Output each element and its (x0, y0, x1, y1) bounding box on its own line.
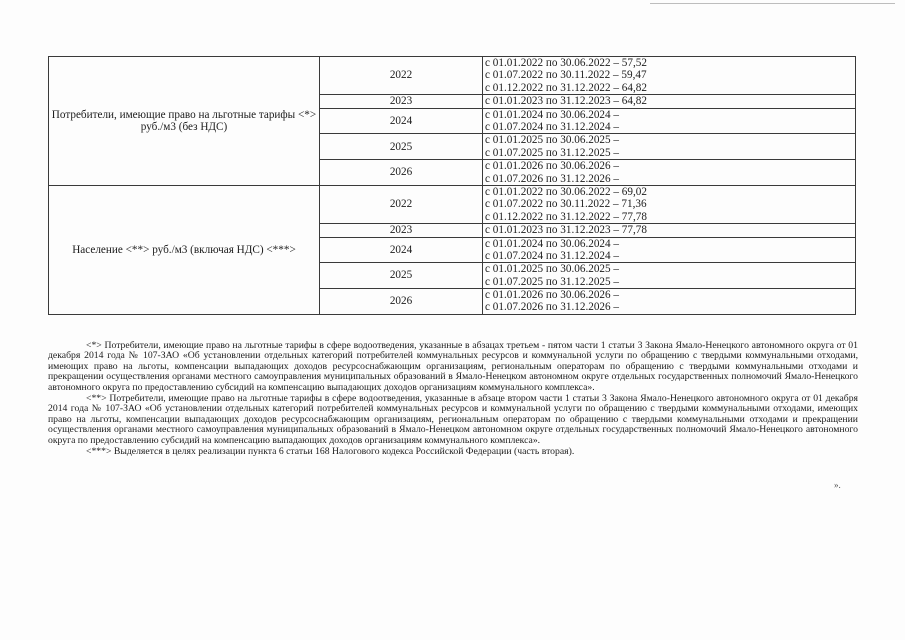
tariff-period: с 01.12.2022 по 31.12.2022 – 64,82 (485, 81, 647, 94)
footnote-1: <*> Потребители, имеющие право на льготные тарифы в сфере водоотведения, указанные в абзацах третьем - пятом части 1 статьи 3 Закона Ямало-Ненецкого автономного округа от 01 декабря 2014 года № 107-ЗАО «Об установлении отдельных категорий потребителей коммунальных ресурсов и коммунальной услуги по обращению с твердыми коммунальными отходами, имеющих право на льготы, компенсации выпадающих доходов ресурсоснабжающим организациям, региональным операторам по обращению с твердыми коммунальными отходами и прекращении осуществления органами местного самоуправления муниципальных образований в Ямало-Ненецком автономном округе отдельных государственных полномочий Ямало-Ненецкого автономного округа по предоставлению субсидий на компенсацию выпадающих доходов организациям коммунального комплекса». (48, 340, 858, 393)
tariff-period: с 01.01.2026 по 30.06.2026 – (485, 289, 620, 302)
tariff-period: с 01.07.2024 по 31.12.2024 – (485, 249, 620, 262)
footnotes (48, 341, 858, 457)
tariff-periods (483, 289, 856, 315)
tariff-period: с 01.01.2024 по 30.06.2024 – (485, 108, 620, 121)
tariff-period: с 01.12.2022 по 31.12.2022 – 77,78 (485, 210, 647, 223)
tariff-period: с 01.01.2022 по 30.06.2022 – 69,02 (485, 185, 647, 198)
tariff-period: с 01.01.2023 по 31.12.2023 – 77,78 (485, 224, 647, 237)
tariff-period: с 01.07.2022 по 30.11.2022 – 71,36 (485, 198, 647, 211)
tariff-period: с 01.07.2024 по 31.12.2024 – (485, 120, 620, 133)
tariff-year: 2022 (320, 57, 483, 95)
tariff-periods (483, 224, 856, 237)
closing-quote-mark: ». (834, 480, 841, 490)
tariff-period: с 01.07.2025 по 31.12.2025 – (485, 146, 620, 159)
top-divider (650, 3, 895, 4)
tariff-period: с 01.07.2026 по 31.12.2026 – (485, 301, 620, 314)
footnote-2: <**> Потребители, имеющие право на льготные тарифы в сфере водоотведения, указанные в абзаце втором части 1 статьи 3 Закона Ямало-Ненецкого автономного округа от 01 декабря 2014 года № 107-ЗАО «Об установлении отдельных категорий потребителей коммунальных ресурсов и коммунальной услуги по обращению с твердыми коммунальными отходами, имеющих право на льготы, компенсации выпадающих доходов ресурсоснабжающим организациям, региональным операторам по обращению с твердыми коммунальными отходами и прекращении осуществления органами местного самоуправления муниципальных образований в Ямало-Ненецком автономном округе отдельных государственных полномочий Ямало-Ненецкого автономного округа по предоставлению субсидий на компенсацию выпадающих доходов организациям коммунального комплекса». (48, 393, 858, 446)
tariff-row (49, 185, 856, 223)
tariff-table (48, 56, 856, 315)
tariff-period: с 01.01.2023 по 31.12.2023 – 64,82 (485, 95, 647, 108)
tariff-year: 2025 (320, 134, 483, 160)
consumer-category: Население <**> руб./м3 (включая НДС) <***> (49, 185, 320, 314)
tariff-period: с 01.01.2025 по 30.06.2025 – (485, 263, 620, 276)
consumer-category: Потребители, имеющие право на льготные тарифы <*> руб./м3 (без НДС) (49, 57, 320, 186)
tariff-period: с 01.01.2024 по 30.06.2024 – (485, 237, 620, 250)
tariff-periods (483, 108, 856, 134)
tariff-year: 2024 (320, 108, 483, 134)
tariff-year: 2023 (320, 95, 483, 108)
footnote-3: <***> Выделяется в целях реализации пункта 6 статьи 168 Налогового кодекса Российской Федерации (часть вторая). (86, 446, 575, 458)
tariff-year: 2022 (320, 185, 483, 223)
tariff-year: 2026 (320, 160, 483, 186)
tariff-year: 2026 (320, 289, 483, 315)
tariff-periods (483, 237, 856, 263)
tariff-period: с 01.01.2025 по 30.06.2025 – (485, 134, 620, 147)
tariff-year: 2023 (320, 224, 483, 237)
tariff-year: 2024 (320, 237, 483, 263)
tariff-year: 2025 (320, 263, 483, 289)
tariff-periods (483, 57, 856, 95)
tariff-period: с 01.07.2022 по 30.11.2022 – 59,47 (485, 69, 647, 82)
tariff-periods (483, 185, 856, 223)
tariff-periods (483, 95, 856, 108)
tariff-period: с 01.07.2025 по 31.12.2025 – (485, 275, 620, 288)
tariff-period: с 01.07.2026 по 31.12.2026 – (485, 172, 620, 185)
tariff-period: с 01.01.2022 по 30.06.2022 – 57,52 (485, 57, 647, 69)
tariff-period: с 01.01.2026 по 30.06.2026 – (485, 160, 620, 173)
tariff-row (49, 57, 856, 95)
tariff-periods (483, 160, 856, 186)
tariff-periods (483, 134, 856, 160)
tariff-periods (483, 263, 856, 289)
